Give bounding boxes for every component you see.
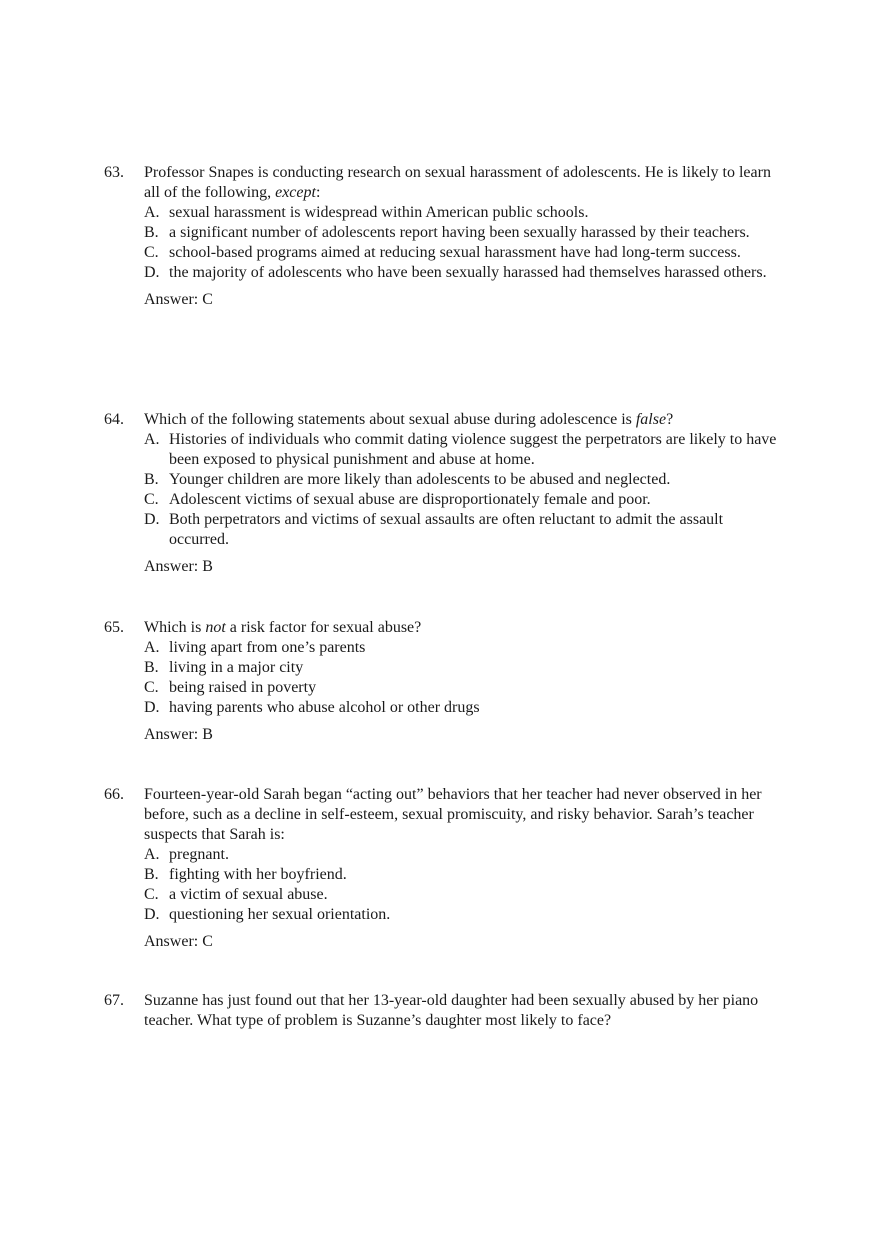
option-letter: D. [144, 511, 160, 528]
option-d [144, 510, 784, 550]
question-number: 67. [104, 992, 124, 1009]
option-text: Younger children are more likely than adolescents to be abused and neglected. [169, 471, 671, 488]
option-b [144, 470, 784, 490]
option-text: being raised in poverty [169, 679, 317, 696]
option-list [104, 845, 784, 925]
question-66 [104, 785, 784, 952]
option-a [144, 203, 784, 223]
option-b [144, 865, 784, 885]
question-stem [144, 618, 784, 638]
question-header [104, 785, 784, 845]
option-a [144, 430, 784, 470]
option-text: living apart from one’s parents [169, 639, 366, 656]
question-stem [144, 785, 784, 845]
question-number: 63. [104, 164, 124, 181]
option-letter: B. [144, 866, 159, 883]
question-67 [104, 991, 784, 1031]
option-list [104, 638, 784, 718]
question-stem [144, 410, 784, 430]
stem-text: Fourteen-year-old Sarah began “acting out” behaviors that her teacher had never observed in her before, such as a decline in self-esteem, sexual promiscuity, and risky behavior. Sarah’s teacher suspects that Sarah is: [144, 786, 762, 843]
option-text: pregnant. [169, 846, 229, 863]
option-letter: C. [144, 886, 159, 903]
question-63 [104, 163, 784, 310]
option-letter: A. [144, 204, 160, 221]
option-letter: A. [144, 639, 160, 656]
option-d [144, 905, 784, 925]
question-64 [104, 410, 784, 577]
option-a [144, 638, 784, 658]
question-header [104, 618, 784, 638]
option-letter: D. [144, 264, 160, 281]
answer-key: Answer: C [144, 291, 213, 308]
answer-key: Answer: C [144, 933, 213, 950]
option-list [104, 203, 784, 283]
option-letter: B. [144, 659, 159, 676]
option-text: a victim of sexual abuse. [169, 886, 328, 903]
stem-text: Which of the following statements about sexual abuse during adolescence is [144, 411, 636, 428]
stem-text-end: ? [666, 411, 674, 428]
option-list [104, 430, 784, 550]
option-text: Adolescent victims of sexual abuse are disproportionately female and poor. [169, 491, 651, 508]
question-header [104, 163, 784, 203]
stem-text-end: : [315, 184, 321, 201]
stem-text: Professor Snapes is conducting research on sexual harassment of adolescents. He is likely to learn all of the following, [144, 164, 771, 201]
option-letter: A. [144, 846, 160, 863]
stem-text: Suzanne has just found out that her 13-year-old daughter had been sexually abused by her piano teacher. What type of problem is Suzanne’s daughter most likely to face? [144, 992, 759, 1029]
option-c [144, 490, 784, 510]
question-stem [144, 991, 784, 1031]
option-text: living in a major city [169, 659, 304, 676]
option-letter: C. [144, 244, 159, 261]
option-text: school-based programs aimed at reducing sexual harassment have had long-term success. [169, 244, 741, 261]
stem-text: Which is [144, 619, 206, 636]
question-number: 64. [104, 411, 124, 428]
question-stem [144, 163, 784, 203]
question-65 [104, 618, 784, 745]
answer-key: Answer: B [144, 558, 213, 575]
option-b [144, 658, 784, 678]
option-a [144, 845, 784, 865]
question-number: 66. [104, 786, 124, 803]
option-text: having parents who abuse alcohol or other drugs [169, 699, 480, 716]
answer-key: Answer: B [144, 726, 213, 743]
stem-text-end: a risk factor for sexual abuse? [225, 619, 422, 636]
option-letter: C. [144, 491, 159, 508]
option-c [144, 243, 784, 263]
option-letter: A. [144, 431, 160, 448]
option-d [144, 698, 784, 718]
option-letter: C. [144, 679, 159, 696]
question-header [104, 991, 784, 1031]
option-text: Both perpetrators and victims of sexual assaults are often reluctant to admit the assault occurred. [169, 511, 724, 548]
question-header [104, 410, 784, 430]
question-number: 65. [104, 619, 124, 636]
option-text: sexual harassment is widespread within American public schools. [169, 204, 589, 221]
option-text: a significant number of adolescents report having been sexually harassed by their teachers. [169, 224, 750, 241]
stem-emphasis: not [205, 619, 226, 636]
option-letter: B. [144, 471, 159, 488]
stem-emphasis: false [635, 411, 667, 428]
option-letter: D. [144, 906, 160, 923]
option-d [144, 263, 784, 283]
option-c [144, 885, 784, 905]
option-text: the majority of adolescents who have been sexually harassed had themselves harassed others. [169, 264, 767, 281]
option-text: fighting with her boyfriend. [169, 866, 347, 883]
option-text: questioning her sexual orientation. [169, 906, 391, 923]
stem-emphasis: except [275, 184, 316, 201]
option-letter: D. [144, 699, 160, 716]
option-c [144, 678, 784, 698]
option-letter: B. [144, 224, 159, 241]
option-b [144, 223, 784, 243]
option-text: Histories of individuals who commit dating violence suggest the perpetrators are likely to have been exposed to physical punishment and abuse at home. [169, 431, 777, 468]
